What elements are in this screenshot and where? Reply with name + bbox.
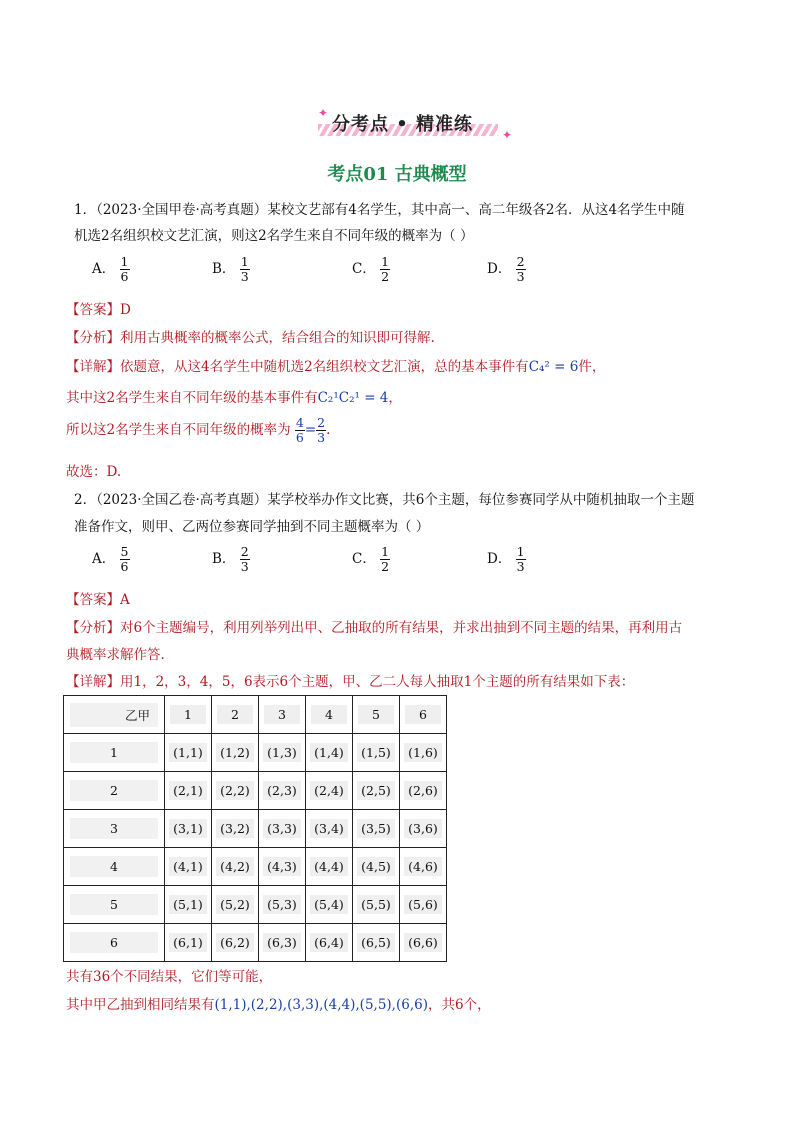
option-label: C． [352,551,376,567]
option-fraction: $\frac{1}{2}$ [381,254,390,284]
table-row-header: 6 [64,924,165,962]
analysis-text: 利用古典概率的概率公式，结合组合的知识即可得解. [120,330,435,346]
option-label: D． [487,261,512,277]
table-cell: (1,4) [306,734,353,772]
table-row [64,772,447,810]
table-row [64,924,447,962]
results-table [63,695,447,962]
table-cell: (5,2) [212,886,259,924]
option-fraction: $\frac{2}{3}$ [516,254,525,284]
q1-stem-line2: 机选2名组织校文艺汇演，则这2名学生来自不同年级的概率为（ ） [74,228,474,244]
option-fraction: $\frac{1}{2}$ [381,544,390,574]
table-cell: (6,1) [165,924,212,962]
table-cell: (2,5) [353,772,400,810]
q2-option-d [487,545,526,574]
table-header-row [64,696,447,734]
banner-title: 分考点 • 精准练 [332,114,474,135]
sparkle-icon: ✦ [502,128,513,142]
table-cell: (1,1) [165,734,212,772]
table-corner-cell: 乙甲 [64,696,165,734]
table-row-header: 2 [64,772,165,810]
formula-fraction: $\frac{4}{6}$ [295,415,304,445]
q1-answer [66,298,131,318]
formula: C₂¹C₂¹ = 4 [317,390,389,406]
table-row [64,886,447,924]
table-col-header: 6 [400,696,447,734]
table-cell: (4,1) [165,848,212,886]
table-cell: (6,6) [400,924,447,962]
analysis-tag: 【分析】 [66,620,120,636]
table-cell: (2,3) [259,772,306,810]
option-label: B． [212,551,236,567]
header-banner [318,110,508,140]
option-label: A． [92,261,116,277]
option-fraction: $\frac{2}{3}$ [240,544,249,574]
q2-detail-line1: 【详解】用1，2，3，4，5，6表示6个主题，甲、乙二人每人抽取1个主题的所有结果如下表： [66,674,635,690]
table-cell: (3,6) [400,810,447,848]
table-cell: (5,6) [400,886,447,924]
table-cell: (3,1) [165,810,212,848]
table-col-header: 3 [259,696,306,734]
table-cell: (2,4) [306,772,353,810]
table-cell: (4,4) [306,848,353,886]
answer-tag: 【答案】 [66,302,120,318]
table-row [64,810,447,848]
table-col-header: 2 [212,696,259,734]
q2-stem-line2: 准备作文，则甲、乙两位参赛同学抽到不同主题概率为（ ） [74,519,430,535]
table-col-header: 1 [165,696,212,734]
table-cell: (6,4) [306,924,353,962]
table-cell: (5,5) [353,886,400,924]
detail-tag: 【详解】 [66,674,120,690]
answer-value: A [120,592,130,608]
table-cell: (4,2) [212,848,259,886]
table-cell: (1,5) [353,734,400,772]
q2-option-c [352,545,390,574]
table-row-header: 1 [64,734,165,772]
table-col-header: 4 [306,696,353,734]
table-cell: (3,3) [259,810,306,848]
option-fraction: $\frac{1}{6}$ [120,254,129,284]
table-cell: (2,2) [212,772,259,810]
table-cell: (4,6) [400,848,447,886]
table-row-header: 5 [64,886,165,924]
detail-tag: 【详解】 [66,359,120,375]
q1-conclusion: 故选：D. [66,464,122,480]
table-cell: (1,3) [259,734,306,772]
q2-answer [66,588,130,608]
q2-after-line1: 共有36个不同结果，它们等可能， [66,969,273,985]
q1-detail-line3: 所以这2名学生来自不同年级的概率为 $\frac{4}{6}$ = $\frac{2}{3}$ . [66,415,331,445]
table-row-header: 3 [64,810,165,848]
option-label: B． [212,261,236,277]
table-cell: (1,2) [212,734,259,772]
section-title: 考点01 古典概型 [327,164,467,185]
q1-analysis [66,326,435,346]
q1-detail-line2: 其中这2名学生来自不同年级的基本事件有C₂¹C₂¹ = 4， [66,390,402,406]
table-cell: (3,2) [212,810,259,848]
q2-analysis-line1: 【分析】对6个主题编号，利用列举列出甲、乙抽取的所有结果，并求出抽到不同主题的结果，再利用古 [66,620,683,636]
q1-detail-line1: 【详解】依题意，从这4名学生中随机选2名组织校文艺汇演，总的基本事件有C₄² = 6件， [66,359,606,375]
q1-option-a [92,255,130,284]
q2-option-a [92,545,130,574]
option-fraction: $\frac{1}{3}$ [516,544,525,574]
option-fraction: $\frac{5}{6}$ [120,544,129,574]
analysis-tag: 【分析】 [66,330,120,346]
sparkle-icon: ✦ [318,106,329,120]
formula: C₄² = 6 [528,359,579,375]
table-cell: (5,3) [259,886,306,924]
table-cell: (5,1) [165,886,212,924]
answer-tag: 【答案】 [66,592,120,608]
q2-analysis-line2: 典概率求解作答. [66,647,165,663]
table-cell: (1,6) [400,734,447,772]
table-cell: (6,2) [212,924,259,962]
q1-option-b [212,255,250,284]
option-fraction: $\frac{1}{3}$ [240,254,249,284]
table-cell: (4,5) [353,848,400,886]
table-cell: (4,3) [259,848,306,886]
table-cell: (6,5) [353,924,400,962]
q2-after-line2: 其中甲乙抽到相同结果有(1,1),(2,2),(3,3),(4,4),(5,5),(6,6)，共6个， [66,997,491,1013]
option-label: D． [487,551,512,567]
table-cell: (2,1) [165,772,212,810]
option-label: A． [92,551,116,567]
table-cell: (6,3) [259,924,306,962]
answer-value: D [120,302,131,318]
table-row [64,734,447,772]
formula: (1,1),(2,2),(3,3),(4,4),(5,5),(6,6) [214,997,428,1013]
q1-stem-line1: 1．（2023·全国甲卷·高考真题）某校文艺部有4名学生，其中高一、高二年级各2名．从这4名学生中随 [74,202,685,218]
table-cell: (3,4) [306,810,353,848]
table-col-header: 5 [353,696,400,734]
table-row [64,848,447,886]
q2-option-b [212,545,250,574]
formula-fraction: $\frac{2}{3}$ [317,415,326,445]
table-cell: (3,5) [353,810,400,848]
q1-option-c [352,255,390,284]
table-row-header: 4 [64,848,165,886]
option-label: C． [352,261,376,277]
q1-option-d [487,255,526,284]
q2-stem-line1: 2．（2023·全国乙卷·高考真题）某学校举办作文比赛，共6个主题，每位参赛同学从中随机抽取一个主题 [74,492,695,508]
table-cell: (2,6) [400,772,447,810]
table-cell: (5,4) [306,886,353,924]
